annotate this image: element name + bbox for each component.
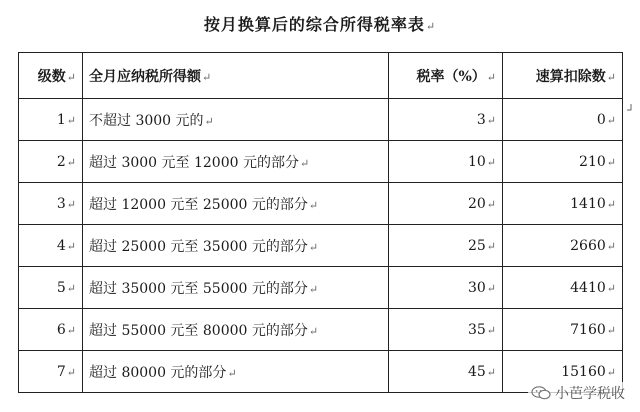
paragraph-mark: ↵	[66, 113, 76, 127]
cell-rate-text: 25	[467, 237, 486, 254]
cell-deduction	[503, 99, 623, 141]
cell-level-text: 3	[56, 195, 66, 212]
cell-deduction	[503, 141, 623, 183]
table-row	[19, 267, 623, 309]
paragraph-mark: ↵	[606, 155, 616, 169]
paragraph-mark: ↵	[486, 323, 496, 337]
cell-level	[19, 225, 83, 267]
cell-rate	[389, 141, 503, 183]
tax-rate-table	[18, 52, 623, 393]
paragraph-mark: ↵	[425, 20, 437, 33]
table-row	[19, 225, 623, 267]
cell-level-text: 1	[56, 111, 66, 128]
cell-level-text: 4	[56, 237, 66, 254]
header-level	[19, 53, 83, 99]
cell-deduction-text: 7160	[570, 321, 606, 338]
cell-rate	[389, 183, 503, 225]
cell-deduction	[503, 309, 623, 351]
cell-deduction	[503, 225, 623, 267]
paragraph-mark: ↵	[202, 70, 212, 84]
wechat-icon	[531, 386, 551, 400]
table-row	[19, 99, 623, 141]
cell-level-text: 7	[56, 363, 66, 380]
cell-income-text: 超过 55000 元至 80000 元的部分	[89, 322, 308, 339]
table-row	[19, 141, 623, 183]
cell-deduction-text: 1410	[570, 195, 606, 212]
paragraph-mark: ↵	[204, 114, 214, 128]
cell-deduction	[503, 183, 623, 225]
paragraph-mark: ↵	[486, 70, 496, 84]
watermark	[528, 382, 628, 404]
cell-income-text: 超过 25000 元至 35000 元的部分	[89, 238, 308, 255]
paragraph-mark: ↵	[606, 323, 616, 337]
cell-level	[19, 183, 83, 225]
cell-income	[83, 309, 389, 351]
paragraph-mark: ↵	[308, 240, 319, 254]
paragraph-mark: ↵	[606, 70, 616, 84]
cell-level	[19, 351, 83, 393]
paragraph-mark: ↵	[486, 281, 496, 295]
cell-income-text: 超过 3000 元至 12000 元的部分	[89, 154, 299, 171]
cell-rate	[389, 351, 503, 393]
document-title	[0, 12, 640, 35]
cell-rate-text: 30	[467, 279, 486, 296]
cell-level	[19, 267, 83, 309]
paragraph-mark: ↵	[227, 366, 237, 380]
cell-level-text: 2	[56, 153, 66, 170]
paragraph-mark: ↵	[308, 198, 319, 212]
paragraph-mark: ↵	[66, 197, 76, 211]
paragraph-mark: ↵	[486, 155, 496, 169]
paragraph-mark: ↵	[66, 365, 76, 379]
table-row	[19, 309, 623, 351]
paragraph-mark: ↵	[308, 324, 319, 338]
cell-deduction-text: 2660	[570, 237, 606, 254]
paragraph-mark: ↵	[486, 113, 496, 127]
cell-income-text: 超过 12000 元至 25000 元的部分	[89, 196, 308, 213]
paragraph-mark: ↵	[606, 239, 616, 253]
cell-deduction-text: 210	[579, 153, 606, 170]
title-text: 按月换算后的综合所得税率表	[203, 15, 425, 34]
cell-deduction-text: 4410	[570, 279, 606, 296]
cell-rate	[389, 99, 503, 141]
header-income-text: 全月应纳税所得额	[89, 68, 201, 85]
header-rate-text: 税率（%）	[416, 68, 486, 85]
cell-rate	[389, 267, 503, 309]
paragraph-mark: ↵	[606, 365, 616, 379]
cell-deduction-text: 15160	[561, 363, 606, 380]
paragraph-mark: ↵	[486, 365, 496, 379]
header-rate	[389, 53, 503, 99]
cell-income	[83, 351, 389, 393]
cell-income-text: 超过 80000 元的部分	[89, 364, 227, 381]
cell-level	[19, 141, 83, 183]
cell-income	[83, 225, 389, 267]
cell-income	[83, 141, 389, 183]
paragraph-mark: ↵	[66, 281, 76, 295]
cell-deduction-text: 0	[596, 111, 606, 128]
paragraph-mark: ↵	[606, 281, 616, 295]
paragraph-mark: ↵	[299, 156, 310, 170]
cell-income-text: 超过 35000 元至 55000 元的部分	[89, 280, 308, 297]
cell-rate-text: 20	[467, 195, 486, 212]
cell-level-text: 5	[56, 279, 66, 296]
cell-level-text: 6	[56, 321, 66, 338]
paragraph-mark: ↵	[66, 323, 76, 337]
cell-deduction	[503, 267, 623, 309]
header-income	[83, 53, 389, 99]
cell-income	[83, 99, 389, 141]
table-row	[19, 183, 623, 225]
cell-level	[19, 99, 83, 141]
cell-rate	[389, 225, 503, 267]
paragraph-mark: ↵	[308, 282, 319, 296]
table-header-row	[19, 53, 623, 99]
paragraph-mark: ↵	[486, 239, 496, 253]
cell-income-text: 不超过 3000 元的	[89, 112, 204, 129]
paragraph-mark: ↵	[66, 70, 76, 84]
cell-level	[19, 309, 83, 351]
paragraph-mark: ↵	[606, 113, 616, 127]
row-end-mark-icon	[626, 104, 632, 112]
watermark-text: 小芭学税收	[555, 386, 625, 402]
cell-rate-text: 3	[476, 111, 486, 128]
cell-rate	[389, 309, 503, 351]
paragraph-mark: ↵	[66, 155, 76, 169]
cell-rate-text: 35	[467, 321, 486, 338]
cell-income	[83, 267, 389, 309]
header-deduction-text: 速算扣除数	[535, 68, 606, 85]
cell-income	[83, 183, 389, 225]
paragraph-mark: ↵	[606, 197, 616, 211]
paragraph-mark: ↵	[66, 239, 76, 253]
cell-rate-text: 45	[467, 363, 486, 380]
header-deduction	[503, 53, 623, 99]
paragraph-mark: ↵	[486, 197, 496, 211]
cell-rate-text: 10	[467, 153, 486, 170]
header-level-text: 级数	[37, 68, 66, 85]
